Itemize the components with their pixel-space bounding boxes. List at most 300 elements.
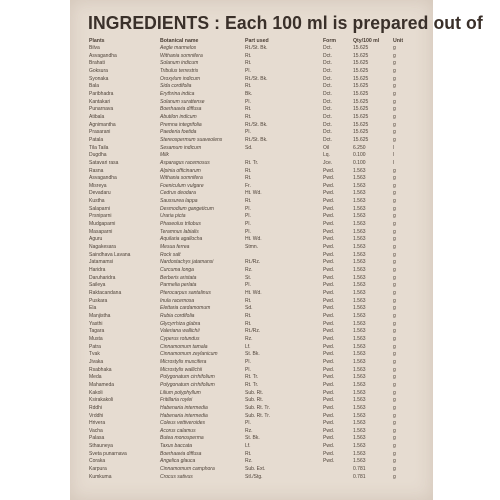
plant-name: Asvagandha bbox=[89, 52, 117, 59]
table-row bbox=[70, 336, 433, 344]
plant-name: Prsniparni bbox=[89, 213, 112, 220]
plant-name: Prasarani bbox=[89, 129, 111, 136]
table-row bbox=[70, 91, 433, 99]
botanical-name: Asparagus racemosus bbox=[160, 159, 210, 166]
part-used: Sub. Rt. Tr. bbox=[245, 412, 271, 419]
plant-name: Saileya bbox=[89, 282, 106, 289]
unit: g bbox=[393, 259, 396, 266]
plant-name: Ksirakakoli bbox=[89, 397, 114, 404]
unit: l bbox=[393, 159, 395, 166]
form: Pwd. bbox=[323, 213, 335, 220]
botanical-name: Curcuma longa bbox=[160, 267, 194, 274]
unit: l bbox=[393, 144, 395, 151]
part-used: Rt./Rz. bbox=[245, 259, 261, 266]
form: Pwd. bbox=[323, 435, 335, 442]
botanical-name: Sesamum indicum bbox=[160, 144, 202, 151]
part-used: Pl. bbox=[245, 228, 251, 235]
plant-name: Masaparni bbox=[89, 228, 113, 235]
table-row bbox=[70, 60, 433, 68]
plant-name: Asvagandha bbox=[89, 175, 117, 182]
unit: g bbox=[393, 366, 396, 373]
table-row bbox=[70, 122, 433, 130]
plant-name: Rasna bbox=[89, 167, 104, 174]
part-used: Rt./St. Bk. bbox=[245, 121, 268, 128]
form: Dct. bbox=[323, 106, 332, 113]
botanical-name: Parmelia perlata bbox=[160, 282, 197, 289]
form: Dct. bbox=[323, 83, 332, 90]
plant-name: Daruharidra bbox=[89, 274, 116, 281]
table-row bbox=[70, 298, 433, 306]
botanical-name: Desmodium gangeticum bbox=[160, 205, 214, 212]
quantity: 15.625 bbox=[353, 75, 369, 82]
unit: g bbox=[393, 121, 396, 128]
part-used: Lf. bbox=[245, 343, 251, 350]
plant-name: Yasthi bbox=[89, 320, 103, 327]
plant-name: Vacha bbox=[89, 427, 103, 434]
quantity: 1.563 bbox=[353, 305, 366, 312]
part-used: Rt. bbox=[245, 198, 252, 205]
plant-name: Haridra bbox=[89, 267, 106, 274]
table-row bbox=[70, 137, 433, 145]
quantity: 1.563 bbox=[353, 274, 366, 281]
table-row bbox=[70, 190, 433, 198]
table-row bbox=[70, 397, 433, 405]
table-row bbox=[70, 466, 433, 474]
ingredients-heading: INGREDIENTS : Each 100 ml is prepared out of bbox=[88, 12, 483, 33]
plant-name: Tagara bbox=[89, 328, 105, 335]
part-used: Rt./St. Bk. bbox=[245, 136, 268, 143]
quantity: 1.563 bbox=[353, 236, 366, 243]
quantity: 1.563 bbox=[353, 175, 366, 182]
quantity: 1.563 bbox=[353, 190, 366, 197]
unit: g bbox=[393, 129, 396, 136]
table-row bbox=[70, 367, 433, 375]
quantity: 15.625 bbox=[353, 106, 369, 113]
table-row bbox=[70, 420, 433, 428]
quantity: 1.563 bbox=[353, 397, 366, 404]
unit: g bbox=[393, 52, 396, 59]
part-used: Rt. bbox=[245, 167, 252, 174]
table-row bbox=[70, 443, 433, 451]
quantity: 1.563 bbox=[353, 251, 366, 258]
plant-name: Ela bbox=[89, 305, 97, 312]
quantity: 1.563 bbox=[353, 198, 366, 205]
quantity: 15.625 bbox=[353, 90, 369, 97]
quantity: 1.563 bbox=[353, 358, 366, 365]
part-used: Bk. bbox=[245, 90, 253, 97]
plant-name: Bilva bbox=[89, 45, 100, 51]
unit: g bbox=[393, 381, 396, 388]
plant-name: Hrivera bbox=[89, 420, 106, 427]
table-row bbox=[70, 390, 433, 398]
quantity: 1.563 bbox=[353, 228, 366, 235]
plant-name: Karpura bbox=[89, 466, 107, 473]
plant-name: Punarnava bbox=[89, 106, 114, 113]
unit: g bbox=[393, 305, 396, 312]
form: Pwd. bbox=[323, 458, 335, 465]
botanical-name: Acorus calamus bbox=[160, 427, 196, 434]
part-used: Pl. bbox=[245, 366, 251, 373]
quantity: 1.563 bbox=[353, 282, 366, 289]
part-used: Rt. bbox=[245, 113, 252, 120]
part-used: Rt. bbox=[245, 312, 252, 319]
quantity: 1.563 bbox=[353, 450, 366, 457]
quantity: 1.563 bbox=[353, 312, 366, 319]
quantity: 0.100 bbox=[353, 159, 366, 166]
part-used: Rt./Rz. bbox=[245, 328, 261, 335]
unit: g bbox=[393, 389, 396, 396]
unit: g bbox=[393, 244, 396, 251]
botanical-name: Elettaria cardamomum bbox=[160, 305, 211, 312]
quantity: 15.625 bbox=[353, 45, 369, 51]
quantity: 0.781 bbox=[353, 466, 366, 473]
form: Pwd. bbox=[323, 404, 335, 411]
botanical-name: Milk bbox=[160, 152, 169, 159]
quantity: 1.563 bbox=[353, 213, 366, 220]
unit: g bbox=[393, 473, 396, 480]
table-row bbox=[70, 168, 433, 176]
form: Dct. bbox=[323, 136, 332, 143]
botanical-name: Butea monosperma bbox=[160, 435, 204, 442]
part-used: Pl. bbox=[245, 129, 251, 136]
table-row bbox=[70, 213, 433, 221]
quantity: 1.563 bbox=[353, 167, 366, 174]
form: Pwd. bbox=[323, 427, 335, 434]
botanical-name: Habenaria intermedia bbox=[160, 404, 208, 411]
form: Pwd. bbox=[323, 412, 335, 419]
part-used: Pl. bbox=[245, 67, 251, 74]
botanical-name: Microstylis muscifera bbox=[160, 358, 207, 365]
unit: g bbox=[393, 290, 396, 296]
botanical-name: Foeniculum vulgare bbox=[160, 182, 204, 189]
unit: g bbox=[393, 420, 396, 427]
form: Pwd. bbox=[323, 282, 335, 289]
table-row bbox=[70, 275, 433, 283]
part-used: Rt./St. Bk. bbox=[245, 45, 268, 51]
plant-name: Mudgaparni bbox=[89, 221, 116, 228]
quantity: 15.625 bbox=[353, 129, 369, 136]
botanical-name: Nardostachys jatamansi bbox=[160, 259, 214, 266]
form: Dct. bbox=[323, 52, 332, 59]
unit: g bbox=[393, 113, 396, 120]
form: Pwd. bbox=[323, 190, 335, 197]
part-used: Ht. Wd. bbox=[245, 190, 262, 197]
unit: g bbox=[393, 427, 396, 434]
part-used: Rt. bbox=[245, 83, 252, 90]
quantity: 1.563 bbox=[353, 420, 366, 427]
form: Pwd. bbox=[323, 198, 335, 205]
part-used: Pl. bbox=[245, 221, 251, 228]
botanical-name: Berberis aristata bbox=[160, 274, 197, 281]
botanical-name: Coleus vettiveroides bbox=[160, 420, 206, 427]
botanical-name: Tribulus terrestris bbox=[160, 67, 199, 74]
quantity: 15.625 bbox=[353, 136, 369, 143]
quantity: 1.563 bbox=[353, 366, 366, 373]
form: Dct. bbox=[323, 121, 332, 128]
quantity: 1.563 bbox=[353, 205, 366, 212]
part-used: Rz. bbox=[245, 458, 253, 465]
part-used: Rt./St. Bk. bbox=[245, 75, 268, 82]
botanical-name: Alpinia officinarum bbox=[160, 167, 201, 174]
quantity: 1.563 bbox=[353, 244, 366, 251]
quantity: 1.563 bbox=[353, 435, 366, 442]
unit: g bbox=[393, 175, 396, 182]
form: Pwd. bbox=[323, 297, 335, 304]
quantity: 1.563 bbox=[353, 381, 366, 388]
unit: g bbox=[393, 397, 396, 404]
botanical-name: Abutilon indicum bbox=[160, 113, 197, 120]
form: Pwd. bbox=[323, 381, 335, 388]
botanical-name: Valeriana wallichii bbox=[160, 328, 200, 335]
form: Pwd. bbox=[323, 244, 335, 251]
table-row bbox=[70, 428, 433, 436]
quantity: 15.625 bbox=[353, 83, 369, 90]
plant-name: Goksura bbox=[89, 67, 108, 74]
unit: g bbox=[393, 328, 396, 335]
botanical-name: Microstylis wallichii bbox=[160, 366, 202, 373]
plant-name: Tila Taila bbox=[89, 144, 109, 151]
part-used: Sub. Rt. bbox=[245, 397, 264, 404]
table-row bbox=[70, 458, 433, 466]
botanical-name: Pterocarpus santalinus bbox=[160, 290, 211, 296]
plant-name: Puskara bbox=[89, 297, 108, 304]
form: Dct. bbox=[323, 45, 332, 51]
botanical-name: Lilium polyphyllum bbox=[160, 389, 201, 396]
unit: g bbox=[393, 274, 396, 281]
part-used: Fr. bbox=[245, 182, 251, 189]
part-used: Rt. bbox=[245, 450, 252, 457]
unit: l bbox=[393, 152, 395, 159]
unit: g bbox=[393, 136, 396, 143]
plant-name: Mahameda bbox=[89, 381, 115, 388]
unit: g bbox=[393, 351, 396, 358]
form: Pwd. bbox=[323, 366, 335, 373]
unit: g bbox=[393, 167, 396, 174]
form: Dct. bbox=[323, 67, 332, 74]
column-header-form: Form bbox=[323, 38, 336, 44]
part-used: Rz. bbox=[245, 427, 253, 434]
quantity: 1.563 bbox=[353, 343, 366, 350]
part-used: Pl. bbox=[245, 282, 251, 289]
form: Pwd. bbox=[323, 320, 335, 327]
botanical-name: Withania somnifera bbox=[160, 52, 203, 59]
form: Pwd. bbox=[323, 328, 335, 335]
plant-name: Syonaka bbox=[89, 75, 109, 82]
botanical-name: Sida cordifolia bbox=[160, 83, 192, 90]
unit: g bbox=[393, 45, 396, 51]
plant-name: Coraka bbox=[89, 458, 106, 465]
unit: g bbox=[393, 312, 396, 319]
botanical-name: Aquilaria agallocha bbox=[160, 236, 203, 243]
botanical-name: Stereospermum suaveolens bbox=[160, 136, 223, 143]
table-row bbox=[70, 413, 433, 421]
unit: g bbox=[393, 67, 396, 74]
plant-name: Musta bbox=[89, 335, 103, 342]
form: Pwd. bbox=[323, 374, 335, 381]
quantity: 6.250 bbox=[353, 144, 366, 151]
part-used: St. bbox=[245, 274, 252, 281]
form: Pwd. bbox=[323, 221, 335, 228]
part-used: Rt. bbox=[245, 60, 252, 67]
quantity: 1.563 bbox=[353, 458, 366, 465]
botanical-name: Cinnamomum camphora bbox=[160, 466, 215, 473]
unit: g bbox=[393, 466, 396, 473]
form: Dct. bbox=[323, 98, 332, 105]
plant-name: Patra bbox=[89, 343, 101, 350]
part-used: Sub. Rt. Tr. bbox=[245, 404, 271, 411]
quantity: 1.563 bbox=[353, 412, 366, 419]
plant-name: Sveta punarnava bbox=[89, 450, 127, 457]
botanical-name: Fritillaria roylei bbox=[160, 397, 193, 404]
table-row bbox=[70, 229, 433, 237]
table-row bbox=[70, 321, 433, 329]
unit: g bbox=[393, 374, 396, 381]
quantity: 15.625 bbox=[353, 67, 369, 74]
unit: g bbox=[393, 435, 396, 442]
unit: g bbox=[393, 228, 396, 235]
botanical-name: Oroxylum indicum bbox=[160, 75, 201, 82]
part-used: Sd. bbox=[245, 144, 253, 151]
quantity: 1.563 bbox=[353, 351, 366, 358]
plant-name: Tvak bbox=[89, 351, 100, 358]
unit: g bbox=[393, 198, 396, 205]
part-used: Rt. bbox=[245, 106, 252, 113]
plant-name: Manjistha bbox=[89, 312, 111, 319]
botanical-name: Boerhaavia diffusa bbox=[160, 106, 202, 113]
table-row bbox=[70, 282, 433, 290]
table-row bbox=[70, 160, 433, 168]
quantity: 15.625 bbox=[353, 98, 369, 105]
part-used: Rz. bbox=[245, 335, 253, 342]
botanical-name: Polygonatum cirrhifolium bbox=[160, 374, 215, 381]
form: Pwd. bbox=[323, 443, 335, 450]
unit: g bbox=[393, 190, 396, 197]
part-used: Pl. bbox=[245, 213, 251, 220]
table-row bbox=[70, 259, 433, 267]
form: Dct. bbox=[323, 90, 332, 97]
table-row bbox=[70, 206, 433, 214]
plant-name: Bala bbox=[89, 83, 100, 90]
unit: g bbox=[393, 205, 396, 212]
plant-name: Saindhava Lavana bbox=[89, 251, 131, 258]
form: Pwd. bbox=[323, 228, 335, 235]
table-row bbox=[70, 267, 433, 275]
botanical-name: Rubia cordifolia bbox=[160, 312, 195, 319]
quantity: 15.625 bbox=[353, 121, 369, 128]
quantity: 1.563 bbox=[353, 297, 366, 304]
table-row bbox=[70, 129, 433, 137]
table-row bbox=[70, 99, 433, 107]
form: Dct. bbox=[323, 60, 332, 67]
part-used: Rt. bbox=[245, 175, 252, 182]
botanical-name: Erythrina indica bbox=[160, 90, 195, 97]
botanical-name: Phaseolus trilobus bbox=[160, 221, 201, 228]
part-used: Stmn. bbox=[245, 244, 259, 251]
form: Pwd. bbox=[323, 389, 335, 396]
plant-name: Brahati bbox=[89, 60, 105, 67]
plant-name: Kantakari bbox=[89, 98, 111, 105]
quantity: 1.563 bbox=[353, 328, 366, 335]
table-row bbox=[70, 451, 433, 459]
botanical-name: Uraria picta bbox=[160, 213, 186, 220]
quantity: 1.563 bbox=[353, 389, 366, 396]
quantity: 1.563 bbox=[353, 320, 366, 327]
plant-name: Dugdha bbox=[89, 152, 107, 159]
table-row bbox=[70, 435, 433, 443]
plant-name: Paribhadra bbox=[89, 90, 114, 97]
botanical-name: Inula racemosa bbox=[160, 297, 195, 304]
form: Pwd. bbox=[323, 305, 335, 312]
plant-name: Atibala bbox=[89, 113, 105, 120]
botanical-name: Mesua ferrea bbox=[160, 244, 190, 251]
form: Dct. bbox=[323, 113, 332, 120]
part-used: Rt. bbox=[245, 52, 252, 59]
part-used: Rt. bbox=[245, 297, 252, 304]
unit: g bbox=[393, 267, 396, 274]
botanical-name: Angelica glauca bbox=[160, 458, 196, 465]
plant-name: Satavari rasa bbox=[89, 159, 119, 166]
unit: g bbox=[393, 282, 396, 289]
table-row bbox=[70, 382, 433, 390]
form: Pwd. bbox=[323, 259, 335, 266]
form: Jce. bbox=[323, 159, 333, 166]
part-used: Rt. Tr. bbox=[245, 381, 259, 388]
quantity: 15.625 bbox=[353, 60, 369, 67]
quantity: 1.563 bbox=[353, 290, 366, 296]
unit: g bbox=[393, 236, 396, 243]
botanical-name: Solanum surattense bbox=[160, 98, 205, 105]
table-row bbox=[70, 83, 433, 91]
form: Pwd. bbox=[323, 251, 335, 258]
column-header-botanical-name: Botanical name bbox=[160, 38, 199, 44]
part-used: Pl. bbox=[245, 205, 251, 212]
part-used: St. Bk. bbox=[245, 435, 260, 442]
plant-name: Kakoli bbox=[89, 389, 103, 396]
form: Pwd. bbox=[323, 167, 335, 174]
table-row bbox=[70, 344, 433, 352]
unit: g bbox=[393, 320, 396, 327]
unit: g bbox=[393, 221, 396, 228]
part-used: Stl./Stg. bbox=[245, 473, 263, 480]
plant-name: Salaparni bbox=[89, 205, 111, 212]
botanical-name: Cinnamomum tamala bbox=[160, 343, 208, 350]
column-header-part-used: Part used bbox=[245, 38, 269, 44]
plant-name: Jatamamsi bbox=[89, 259, 114, 266]
botanical-name: Rock salt bbox=[160, 251, 181, 258]
table-row bbox=[70, 236, 433, 244]
plant-name: Devadaru bbox=[89, 190, 111, 197]
form: Dct. bbox=[323, 129, 332, 136]
part-used: Pl. bbox=[245, 98, 251, 105]
part-used: Ht. Wd. bbox=[245, 236, 262, 243]
form: Pwd. bbox=[323, 182, 335, 189]
table-row bbox=[70, 145, 433, 153]
unit: g bbox=[393, 343, 396, 350]
botanical-name: Paederia foetida bbox=[160, 129, 197, 136]
table-row bbox=[70, 106, 433, 114]
ingredients-table bbox=[70, 45, 433, 481]
quantity: 1.563 bbox=[353, 221, 366, 228]
form: Pwd. bbox=[323, 450, 335, 457]
table-row bbox=[70, 114, 433, 122]
table-row bbox=[70, 290, 433, 298]
form: Dct. bbox=[323, 75, 332, 82]
quantity: 1.563 bbox=[353, 259, 366, 266]
botanical-name: Saussurea lappa bbox=[160, 198, 198, 205]
quantity: 15.625 bbox=[353, 52, 369, 59]
unit: g bbox=[393, 106, 396, 113]
botanical-name: Withania somnifera bbox=[160, 175, 203, 182]
